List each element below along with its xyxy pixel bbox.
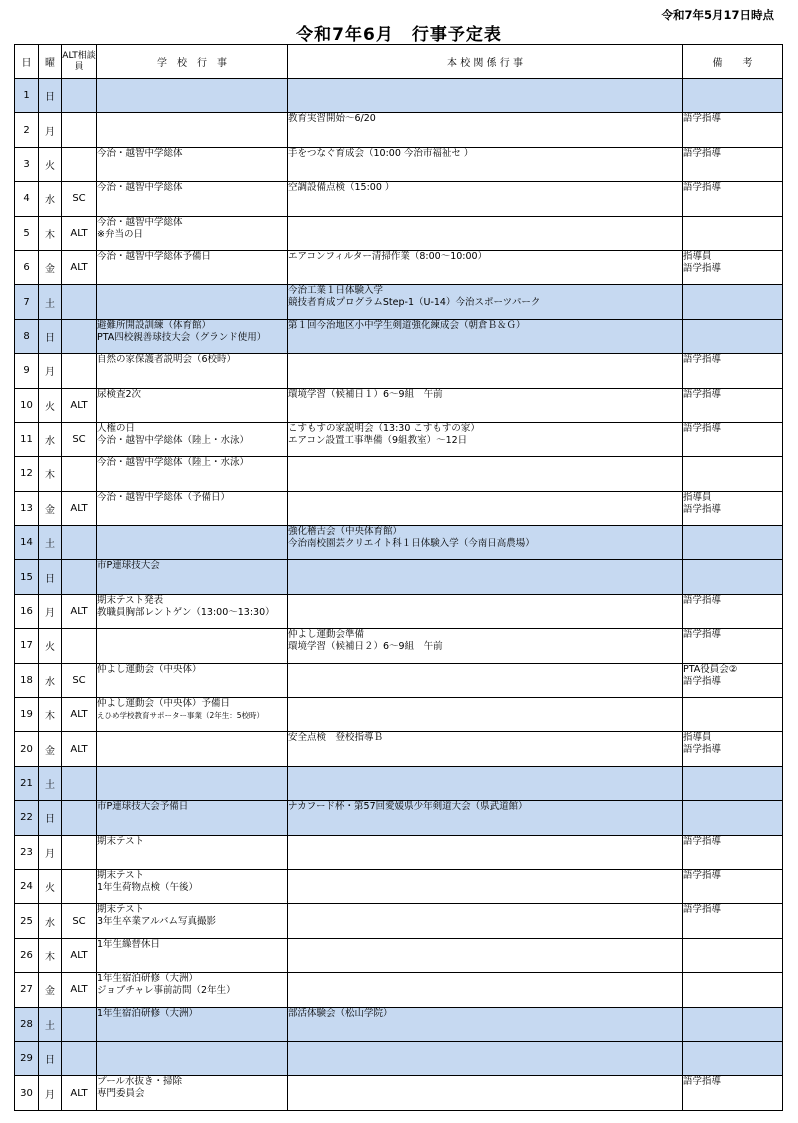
school-event-cell <box>97 388 288 422</box>
event-line: 今治工業１日体験入学 <box>288 285 384 297</box>
event-line: えひめ学校教育サポーター事業（2年生：5校時） <box>97 711 265 721</box>
school-event-cell <box>97 422 288 456</box>
day-cell: 5 <box>15 216 39 250</box>
weekday-cell: 金 <box>39 973 62 1007</box>
school-event-cell <box>97 216 288 250</box>
alt-cell <box>62 560 97 594</box>
alt-cell <box>62 354 97 388</box>
day-cell: 20 <box>15 732 39 766</box>
table-row <box>15 973 783 1007</box>
day-cell: 22 <box>15 801 39 835</box>
day-cell: 6 <box>15 250 39 284</box>
table-row <box>15 1007 783 1041</box>
table-row <box>15 835 783 869</box>
table-row <box>15 938 783 972</box>
table-row <box>15 904 783 938</box>
event-line: 教育実習開始～6/20 <box>288 113 376 125</box>
notes-cell <box>683 801 783 835</box>
related-event-cell <box>288 560 683 594</box>
alt-cell: ALT <box>62 388 97 422</box>
event-line: 語学指導 <box>683 594 722 606</box>
alt-cell <box>62 457 97 491</box>
event-line: 語学指導 <box>683 835 722 847</box>
day-cell: 30 <box>15 1076 39 1110</box>
school-event-cell <box>97 250 288 284</box>
related-event-cell <box>288 182 683 216</box>
school-event-cell <box>97 491 288 525</box>
event-line: 語学指導 <box>683 744 722 756</box>
notes-cell <box>683 560 783 594</box>
weekday-cell: 火 <box>39 147 62 181</box>
related-event-cell <box>288 766 683 800</box>
alt-cell: SC <box>62 422 97 456</box>
related-event-cell <box>288 457 683 491</box>
alt-cell: SC <box>62 663 97 697</box>
related-event-cell <box>288 147 683 181</box>
alt-cell <box>62 766 97 800</box>
related-event-cell <box>288 732 683 766</box>
weekday-cell: 木 <box>39 698 62 732</box>
event-line: 語学指導 <box>683 147 722 159</box>
notes-cell <box>683 182 783 216</box>
event-line: 語学指導 <box>683 354 722 366</box>
school-event-cell <box>97 629 288 663</box>
event-line: 今治・越智中学総体（陸上・水泳） <box>97 457 250 469</box>
table-row <box>15 698 783 732</box>
school-event-cell <box>97 1076 288 1110</box>
related-event-cell <box>288 526 683 560</box>
weekday-cell: 水 <box>39 182 62 216</box>
notes-cell <box>683 319 783 353</box>
weekday-cell: 火 <box>39 388 62 422</box>
table-row <box>15 629 783 663</box>
event-line: 語学指導 <box>683 1076 722 1088</box>
alt-cell: ALT <box>62 594 97 628</box>
alt-cell <box>62 526 97 560</box>
weekday-cell: 土 <box>39 526 62 560</box>
alt-cell: ALT <box>62 216 97 250</box>
header-day: 日 <box>15 45 39 79</box>
related-event-cell <box>288 801 683 835</box>
weekday-cell: 月 <box>39 113 62 147</box>
notes-cell <box>683 457 783 491</box>
event-line: 教職員胸部レントゲン（13:00～13:30） <box>97 606 275 618</box>
weekday-cell: 水 <box>39 904 62 938</box>
related-event-cell <box>288 216 683 250</box>
related-event-cell <box>288 835 683 869</box>
event-line: 指導員 <box>683 732 712 744</box>
alt-cell <box>62 113 97 147</box>
day-cell: 3 <box>15 147 39 181</box>
weekday-cell: 土 <box>39 1007 62 1041</box>
alt-cell <box>62 629 97 663</box>
notes-cell <box>683 835 783 869</box>
notes-cell <box>683 1076 783 1110</box>
event-line: ※弁当の日 <box>97 228 143 240</box>
school-event-cell <box>97 285 288 319</box>
school-event-cell <box>97 835 288 869</box>
notes-cell <box>683 216 783 250</box>
weekday-cell: 月 <box>39 594 62 628</box>
table-row <box>15 663 783 697</box>
notes-cell <box>683 79 783 113</box>
schedule-body <box>15 79 783 1111</box>
event-line: 1年生宿泊研修（大洲） <box>97 973 199 985</box>
related-event-cell <box>288 319 683 353</box>
day-cell: 7 <box>15 285 39 319</box>
alt-cell <box>62 869 97 903</box>
day-cell: 15 <box>15 560 39 594</box>
notes-cell <box>683 973 783 1007</box>
event-line: 今治・越智中学総体（陸上・水泳） <box>97 434 250 446</box>
notes-cell <box>683 285 783 319</box>
weekday-cell: 土 <box>39 285 62 319</box>
day-cell: 13 <box>15 491 39 525</box>
header-notes: 備 考 <box>683 45 783 79</box>
alt-cell: ALT <box>62 698 97 732</box>
day-cell: 10 <box>15 388 39 422</box>
notes-cell <box>683 422 783 456</box>
notes-cell <box>683 732 783 766</box>
notes-cell <box>683 938 783 972</box>
event-line: 指導員 <box>683 250 712 262</box>
related-event-cell <box>288 113 683 147</box>
event-line: 仲よし運動会（中央体） <box>97 663 202 675</box>
event-line: 今治・越智中学総体 <box>97 182 183 194</box>
event-line: 手をつなぐ育成会（10:00 今治市福祉セ ） <box>288 147 474 159</box>
alt-cell: ALT <box>62 250 97 284</box>
notes-cell <box>683 594 783 628</box>
school-event-cell <box>97 113 288 147</box>
weekday-cell: 木 <box>39 938 62 972</box>
related-event-cell <box>288 285 683 319</box>
notes-cell <box>683 869 783 903</box>
notes-cell <box>683 354 783 388</box>
table-row <box>15 422 783 456</box>
weekday-cell: 月 <box>39 1076 62 1110</box>
event-line: エアコン設置工事準備（9組教室）～12日 <box>288 434 468 446</box>
event-line: こすもすの家説明会（13:30 こすもすの家） <box>288 422 480 434</box>
table-row <box>15 79 783 113</box>
school-event-cell <box>97 1007 288 1041</box>
related-event-cell <box>288 250 683 284</box>
event-line: 語学指導 <box>683 629 722 641</box>
school-event-cell <box>97 938 288 972</box>
table-row <box>15 216 783 250</box>
event-line: 期末テスト発表 <box>97 594 164 606</box>
day-cell: 25 <box>15 904 39 938</box>
event-line: 競技者育成プログラムStep-1（U-14）今治スポーツパーク <box>288 297 541 309</box>
day-cell: 28 <box>15 1007 39 1041</box>
day-cell: 4 <box>15 182 39 216</box>
event-line: 今治・越智中学総体 <box>97 216 183 228</box>
school-event-cell <box>97 663 288 697</box>
event-line: 語学指導 <box>683 182 722 194</box>
notes-cell <box>683 491 783 525</box>
school-event-cell <box>97 354 288 388</box>
notes-cell <box>683 698 783 732</box>
event-line: 語学指導 <box>683 869 722 881</box>
event-line: 空調設備点検（15:00 ） <box>288 182 395 194</box>
related-event-cell <box>288 973 683 1007</box>
event-line: 期末テスト <box>97 835 145 847</box>
table-row <box>15 594 783 628</box>
table-row <box>15 1076 783 1110</box>
alt-cell <box>62 285 97 319</box>
as-of-date: 令和7年5月17日時点 <box>661 8 774 22</box>
alt-cell <box>62 147 97 181</box>
related-event-cell <box>288 869 683 903</box>
weekday-cell: 日 <box>39 560 62 594</box>
alt-cell: SC <box>62 182 97 216</box>
related-event-cell <box>288 663 683 697</box>
header-dow: 曜 <box>39 45 62 79</box>
weekday-cell: 金 <box>39 250 62 284</box>
table-row <box>15 319 783 353</box>
event-line: 1年生繰替休日 <box>97 938 161 950</box>
school-event-cell <box>97 904 288 938</box>
related-event-cell <box>288 1007 683 1041</box>
header-alt: ALT相談員 <box>62 45 97 79</box>
table-row <box>15 491 783 525</box>
related-event-cell <box>288 491 683 525</box>
header-row <box>15 45 783 79</box>
school-event-cell <box>97 1041 288 1075</box>
table-row <box>15 113 783 147</box>
table-row <box>15 801 783 835</box>
event-line: 1年生宿泊研修（大洲） <box>97 1007 199 1019</box>
day-cell: 1 <box>15 79 39 113</box>
notes-cell <box>683 629 783 663</box>
event-line: 人権の日 <box>97 422 136 434</box>
weekday-cell: 土 <box>39 766 62 800</box>
school-event-cell <box>97 457 288 491</box>
notes-cell <box>683 1007 783 1041</box>
day-cell: 29 <box>15 1041 39 1075</box>
event-line: 語学指導 <box>683 262 722 274</box>
event-line: 期末テスト <box>97 904 145 916</box>
school-event-cell <box>97 147 288 181</box>
table-row <box>15 732 783 766</box>
alt-cell: ALT <box>62 1076 97 1110</box>
day-cell: 14 <box>15 526 39 560</box>
header-related-events: 本 校 関 係 行 事 <box>288 45 683 79</box>
event-line: 市P連球技大会 <box>97 560 160 572</box>
event-line: 語学指導 <box>683 675 722 687</box>
school-event-cell <box>97 526 288 560</box>
weekday-cell: 水 <box>39 422 62 456</box>
table-row <box>15 560 783 594</box>
event-line: 語学指導 <box>683 904 722 916</box>
table-row <box>15 869 783 903</box>
event-line: 3年生卒業アルバム写真撮影 <box>97 916 216 928</box>
weekday-cell: 月 <box>39 354 62 388</box>
event-line: PTA役員会② <box>683 663 738 675</box>
weekday-cell: 金 <box>39 732 62 766</box>
event-line: ジョブチャレ事前訪問（2年生） <box>97 985 236 997</box>
day-cell: 8 <box>15 319 39 353</box>
school-event-cell <box>97 869 288 903</box>
day-cell: 27 <box>15 973 39 1007</box>
day-cell: 17 <box>15 629 39 663</box>
related-event-cell <box>288 904 683 938</box>
related-event-cell <box>288 354 683 388</box>
table-row <box>15 250 783 284</box>
event-line: 期末テスト <box>97 869 145 881</box>
event-line: 避難所開設訓練（体育館） <box>97 319 212 331</box>
school-event-cell <box>97 766 288 800</box>
weekday-cell: 火 <box>39 629 62 663</box>
day-cell: 12 <box>15 457 39 491</box>
event-line: 環境学習（候補日２）6～9組 午前 <box>288 641 443 653</box>
event-line: PTA四校親善球技大会（グランド使用） <box>97 331 267 343</box>
table-row <box>15 388 783 422</box>
weekday-cell: 月 <box>39 835 62 869</box>
event-line: 市P連球技大会予備日 <box>97 801 189 813</box>
page-title: 令和7年6月 行事予定表 <box>296 25 502 45</box>
weekday-cell: 日 <box>39 319 62 353</box>
event-line: 強化稽古会（中央体育館） <box>288 526 403 538</box>
related-event-cell <box>288 698 683 732</box>
alt-cell <box>62 1041 97 1075</box>
weekday-cell: 日 <box>39 1041 62 1075</box>
related-event-cell <box>288 422 683 456</box>
related-event-cell <box>288 1041 683 1075</box>
event-line: 部活体験会（松山学院） <box>288 1007 393 1019</box>
alt-cell: ALT <box>62 491 97 525</box>
weekday-cell: 木 <box>39 216 62 250</box>
day-cell: 23 <box>15 835 39 869</box>
weekday-cell: 水 <box>39 663 62 697</box>
table-row <box>15 1041 783 1075</box>
event-line: 今治・越智中学総体（予備日） <box>97 491 231 503</box>
event-line: 語学指導 <box>683 422 722 434</box>
school-event-cell <box>97 560 288 594</box>
day-cell: 16 <box>15 594 39 628</box>
day-cell: 24 <box>15 869 39 903</box>
event-line: 専門委員会 <box>97 1088 145 1100</box>
table-row <box>15 182 783 216</box>
school-event-cell <box>97 698 288 732</box>
event-line: 環境学習（候補日１）6～9組 午前 <box>288 388 443 400</box>
event-line: 語学指導 <box>683 503 722 515</box>
event-line: 第１回今治地区小中学生剣道強化練成会（朝倉Ｂ＆Ｇ） <box>288 319 526 331</box>
table-row <box>15 285 783 319</box>
event-line: 自然の家保護者説明会（6校時） <box>97 354 237 366</box>
related-event-cell <box>288 938 683 972</box>
event-line: エアコンフィルター清掃作業（8:00～10:00） <box>288 250 488 262</box>
event-line: 今治南校園芸クリエイト科１日体験入学（今南日高農場） <box>288 538 535 550</box>
table-row <box>15 766 783 800</box>
day-cell: 2 <box>15 113 39 147</box>
day-cell: 21 <box>15 766 39 800</box>
notes-cell <box>683 904 783 938</box>
event-line: プール水抜き・掃除 <box>97 1076 183 1088</box>
notes-cell <box>683 113 783 147</box>
event-line: 語学指導 <box>683 113 722 125</box>
event-line: 今治・越智中学総体 <box>97 147 183 159</box>
notes-cell <box>683 766 783 800</box>
school-event-cell <box>97 732 288 766</box>
weekday-cell: 火 <box>39 869 62 903</box>
day-cell: 11 <box>15 422 39 456</box>
table-row <box>15 354 783 388</box>
schedule-table <box>14 44 783 1111</box>
event-line: ナカフード杯・第57回愛媛県少年剣道大会（県武道館） <box>288 801 528 813</box>
day-cell: 19 <box>15 698 39 732</box>
alt-cell <box>62 1007 97 1041</box>
notes-cell <box>683 250 783 284</box>
event-line: 尿検査2次 <box>97 388 142 400</box>
related-event-cell <box>288 629 683 663</box>
alt-cell <box>62 835 97 869</box>
school-event-cell <box>97 801 288 835</box>
alt-cell: ALT <box>62 938 97 972</box>
weekday-cell: 日 <box>39 801 62 835</box>
day-cell: 18 <box>15 663 39 697</box>
event-line: 1年生荷物点検（午後） <box>97 881 199 893</box>
header-school-events: 学 校 行 事 <box>97 45 288 79</box>
alt-cell: ALT <box>62 973 97 1007</box>
day-cell: 26 <box>15 938 39 972</box>
related-event-cell <box>288 1076 683 1110</box>
weekday-cell: 木 <box>39 457 62 491</box>
weekday-cell: 日 <box>39 79 62 113</box>
event-line: 安全点検 登校指導Ｂ <box>288 732 384 744</box>
alt-cell: SC <box>62 904 97 938</box>
school-event-cell <box>97 594 288 628</box>
notes-cell <box>683 526 783 560</box>
alt-cell: ALT <box>62 732 97 766</box>
table-row <box>15 526 783 560</box>
related-event-cell <box>288 388 683 422</box>
school-event-cell <box>97 973 288 1007</box>
table-row <box>15 147 783 181</box>
event-line: 今治・越智中学総体予備日 <box>97 250 212 262</box>
related-event-cell <box>288 79 683 113</box>
related-event-cell <box>288 594 683 628</box>
event-line: 指導員 <box>683 491 712 503</box>
alt-cell <box>62 79 97 113</box>
weekday-cell: 金 <box>39 491 62 525</box>
table-row <box>15 457 783 491</box>
event-line: 仲よし運動会（中央体）予備日 <box>97 698 231 710</box>
alt-cell <box>62 319 97 353</box>
event-line: 仲よし運動会準備 <box>288 629 365 641</box>
notes-cell <box>683 1041 783 1075</box>
notes-cell <box>683 147 783 181</box>
school-event-cell <box>97 319 288 353</box>
alt-cell <box>62 801 97 835</box>
school-event-cell <box>97 79 288 113</box>
day-cell: 9 <box>15 354 39 388</box>
school-event-cell <box>97 182 288 216</box>
event-line: 語学指導 <box>683 388 722 400</box>
notes-cell <box>683 388 783 422</box>
notes-cell <box>683 663 783 697</box>
